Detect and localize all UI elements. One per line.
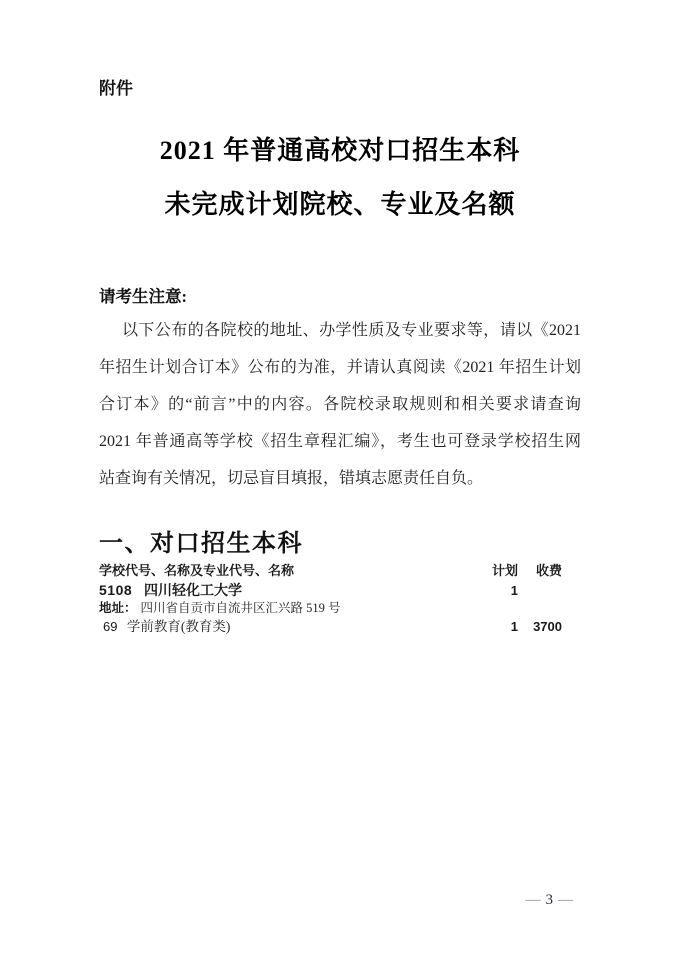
paragraph-line: 以下公布的各院校的地址、办学性质及专业要求等，请以《2021 [122,322,581,339]
page-number [521,891,579,910]
major-plan-value: 1 [510,619,518,634]
major-name: 学前教育(教育类) [126,619,231,634]
doc-title-line-1: 2021 年普通高校对口招生本科 [159,136,521,165]
address-label: 地址： [99,601,137,615]
major-name-cell [99,618,474,635]
table-row-major [99,618,562,635]
paragraph-line: 合订本》的“前言”中的内容。各院校录取规则和相关要求请查询 [99,396,581,413]
school-name-cell [99,581,474,599]
table-row-address [99,600,562,616]
attachment-label: 附件 [99,79,133,98]
column-header-plan: 计划 [491,563,518,578]
address-cell [99,600,562,616]
page-number-value: 3 [545,892,553,908]
major-code: 69 [103,619,118,634]
school-name: 四川轻化工大学 [144,582,243,598]
paragraph-line: 站查询有关情况，切忌盲目填报，错填志愿责任自负。 [99,470,484,487]
page-number-dash-right: — [558,892,573,908]
page-number-dash-left: — [525,892,541,908]
section-heading: 一、对口招生本科 [99,530,303,557]
paragraph-line: 年招生计划合订本》公布的为准，并请认真阅读《2021 年招生计划 [99,359,581,376]
address-value: 四川省自贡市自流井区汇兴路 519 号 [140,601,341,615]
school-code: 5108 [99,582,133,598]
table-row-school [99,581,562,600]
column-header-name: 学校代号、名称及专业代号、名称 [99,563,295,578]
notice-heading: 请考生注意: [99,287,187,306]
doc-title-line-2: 未完成计划院校、专业及名额 [164,190,516,219]
column-header-fee: 收费 [535,563,562,578]
major-fee-value: 3700 [533,619,562,634]
school-plan-value: 1 [510,583,518,598]
table-header-row [99,562,562,579]
paragraph-line: 2021 年普通高等学校《招生章程汇编》，考生也可登录学校招生网 [99,433,581,450]
